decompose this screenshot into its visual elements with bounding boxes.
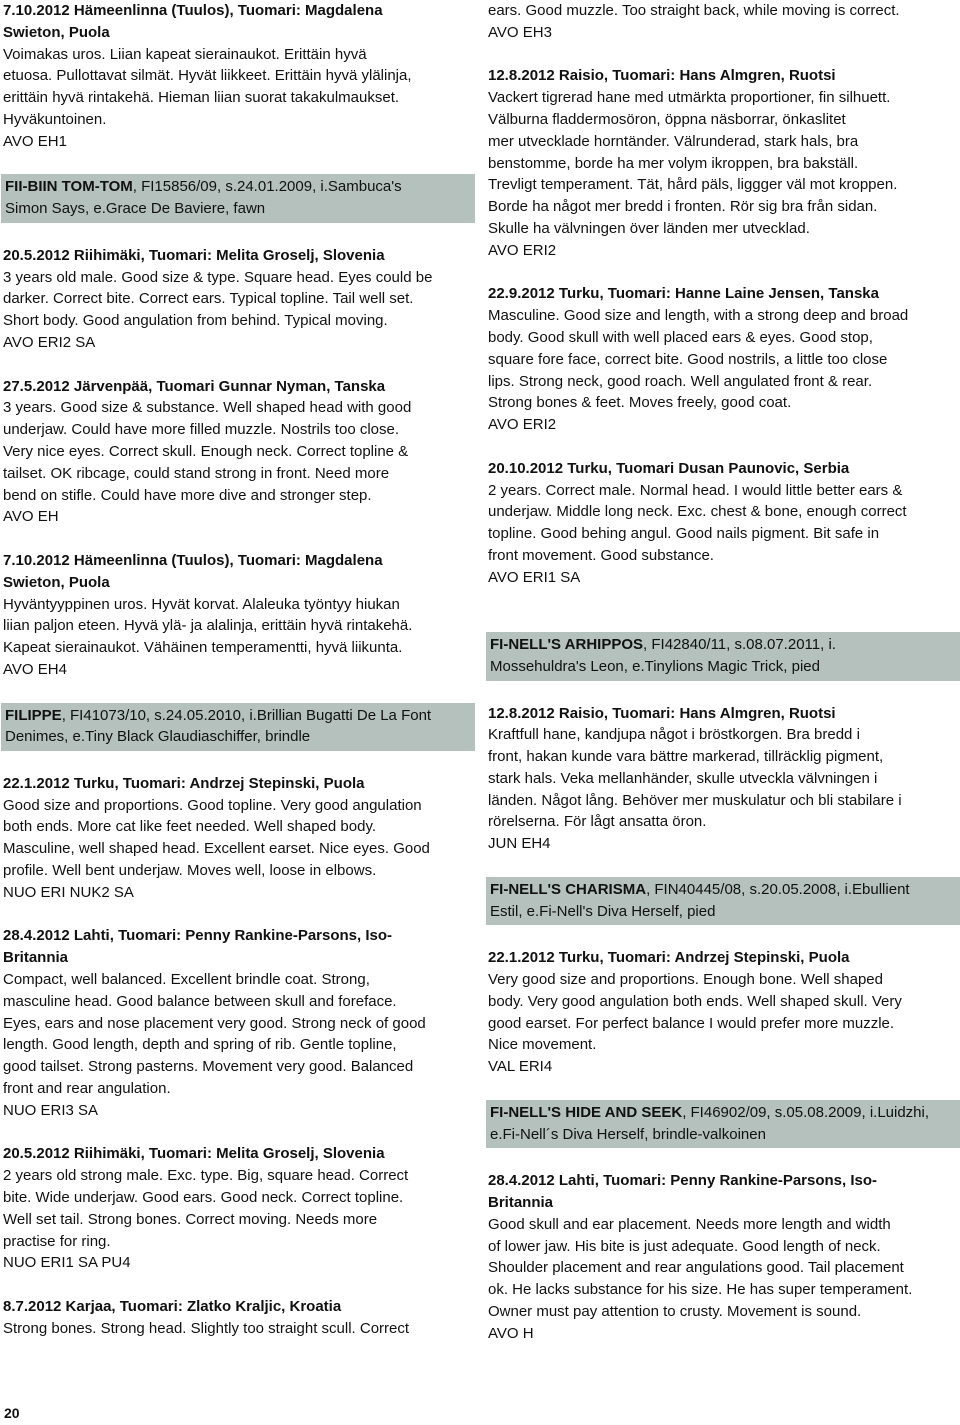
show-entry bbox=[488, 0, 958, 44]
show-heading: 22.9.2012 Turku, Tuomari: Hanne Laine Jensen, Tanska bbox=[488, 285, 879, 303]
critique-line: Borde ha något mer bredd i fronten. Rör sig bra från sidan. bbox=[488, 198, 878, 216]
spacer bbox=[488, 589, 958, 611]
spacer bbox=[488, 436, 958, 458]
critique-line: Shoulder placement and rear angulations good. Tail placement bbox=[488, 1259, 904, 1277]
spacer bbox=[3, 1122, 473, 1144]
critique-line: stark hals. Veka mellanhänder, skulle utveckla välvningen i bbox=[488, 769, 878, 787]
critique-line: 2 years. Correct male. Normal head. I would little better ears & bbox=[488, 481, 903, 499]
critique-line: AVO EH bbox=[3, 508, 59, 526]
critique-line: Trevligt temperament. Tät, hård päls, liggger väl mot kroppen. bbox=[488, 176, 898, 194]
critique-line: masculine head. Good balance between skull and foreface. bbox=[3, 992, 397, 1010]
right-column bbox=[488, 0, 958, 1345]
critique-line: lips. Strong neck, good roach. Well angulated front & rear. bbox=[488, 372, 873, 390]
show-entry bbox=[488, 947, 958, 1078]
critique-line: Hyväntyyppinen uros. Hyvät korvat. Alaleuka työntyy hiukan bbox=[3, 595, 400, 613]
critique-line: NUO ERI1 SA PU4 bbox=[3, 1254, 131, 1272]
critique-line: body. Good skull with well placed ears & eyes. Good stop, bbox=[488, 328, 873, 346]
show-entry bbox=[3, 1143, 473, 1274]
dog-entry bbox=[486, 632, 960, 681]
critique-line: darker. Correct bite. Correct ears. Typical topline. Tail well set. bbox=[3, 290, 414, 308]
dog-name: FI-NELL'S CHARISMA bbox=[490, 880, 647, 898]
spacer bbox=[3, 681, 473, 703]
critique-line: AVO EH3 bbox=[488, 23, 552, 41]
show-entry bbox=[488, 65, 958, 261]
spacer bbox=[3, 354, 473, 376]
dog-line bbox=[5, 705, 471, 727]
critique-line: Owner must pay attention to crusty. Movement is sound. bbox=[488, 1303, 862, 1321]
spacer bbox=[488, 925, 958, 947]
critique-line: Well set tail. Strong bones. Correct moving. Needs more bbox=[3, 1210, 378, 1228]
critique-line: AVO ERI1 SA bbox=[488, 568, 581, 586]
show-heading: 28.4.2012 Lahti, Tuomari: Penny Rankine-Parsons, Iso- bbox=[3, 927, 393, 945]
show-heading: 20.10.2012 Turku, Tuomari Dusan Paunovic, Serbia bbox=[488, 459, 850, 477]
show-entry bbox=[3, 376, 473, 529]
critique-line: bite. Wide underjaw. Good ears. Good neck. Correct topline. bbox=[3, 1189, 404, 1207]
show-heading: Britannia bbox=[488, 1194, 554, 1212]
spacer bbox=[488, 1148, 958, 1170]
critique-line: 3 years. Good size & substance. Well shaped head with good bbox=[3, 399, 412, 417]
critique-line: Very good size and proportions. Enough bone. Well shaped bbox=[488, 971, 883, 989]
critique-line: AVO H bbox=[488, 1324, 534, 1342]
show-entry bbox=[488, 283, 958, 436]
dog-entry bbox=[1, 703, 475, 752]
critique-line: 2 years old strong male. Exc. type. Big, square head. Correct bbox=[3, 1167, 409, 1185]
dog-name: FII-BIIN TOM-TOM bbox=[5, 178, 133, 196]
critique-line: front movement. Good substance. bbox=[488, 546, 714, 564]
critique-line: front, hakan kunde vara bättre markerad, tillräcklig pigment, bbox=[488, 748, 884, 766]
critique-line: etuosa. Pullottavat silmät. Hyvät liikkeet. Erittäin hyvä ylälinja, bbox=[3, 67, 412, 85]
critique-line: square fore face, correct bite. Good nostrils, a little too close bbox=[488, 350, 888, 368]
critique-line: Very nice eyes. Correct skull. Enough neck. Correct topline & bbox=[3, 442, 409, 460]
critique-line: Short body. Good angulation from behind. Typical moving. bbox=[3, 312, 388, 330]
dog-pedigree: Mossehuldra's Leon, e.Tinylions Magic Trick, pied bbox=[490, 657, 820, 675]
critique-line: NUO ERI3 SA bbox=[3, 1101, 99, 1119]
show-entry bbox=[488, 458, 958, 589]
critique-line: liian paljon eteen. Hyvä ylä- ja alalinja, erittäin hyvä rintakehä. bbox=[3, 617, 413, 635]
show-heading: 27.5.2012 Järvenpää, Tuomari Gunnar Nyman, Tanska bbox=[3, 377, 386, 395]
dog-name: FI-NELL'S ARHIPPOS bbox=[490, 636, 644, 654]
dog-line bbox=[490, 1102, 956, 1124]
critique-line: Skulle ha välvningen över länden mer utvecklad. bbox=[488, 219, 810, 237]
critique-line: AVO ERI2 bbox=[488, 416, 557, 434]
critique-line: Masculine, well shaped head. Excellent earset. Nice eyes. Good bbox=[3, 840, 430, 858]
critique-line: practise for ring. bbox=[3, 1232, 111, 1250]
dog-details: , FI15856/09, s.24.01.2009, i.Sambuca's bbox=[132, 178, 402, 196]
spacer bbox=[3, 1274, 473, 1296]
critique-line: good tailset. Strong pasterns. Movement very good. Balanced bbox=[3, 1058, 414, 1076]
show-entry bbox=[3, 1296, 473, 1340]
dog-entry bbox=[486, 877, 960, 926]
critique-line: tailset. OK ribcage, could stand strong in front. Need more bbox=[3, 464, 390, 482]
spacer bbox=[488, 1078, 958, 1100]
critique-line: underjaw. Middle long neck. Exc. chest & bone, enough correct bbox=[488, 503, 907, 521]
dog-pedigree: Simon Says, e.Grace De Baviere, fawn bbox=[5, 200, 266, 218]
show-heading: 22.1.2012 Turku, Tuomari: Andrzej Stepinski, Puola bbox=[488, 949, 850, 967]
dog-pedigree: Estil, e.Fi-Nell's Diva Herself, pied bbox=[490, 902, 716, 920]
critique-line: body. Very good angulation both ends. Well shaped skull. Very bbox=[488, 992, 902, 1010]
spacer bbox=[488, 262, 958, 284]
critique-line: profile. Well bent underjaw. Moves well, loose in elbows. bbox=[3, 862, 377, 880]
show-heading: 12.8.2012 Raisio, Tuomari: Hans Almgren, Ruotsi bbox=[488, 67, 836, 85]
critique-line: AVO EH1 bbox=[3, 132, 67, 150]
critique-line: Kapeat sierainaukot. Vähäinen temperamentti, hyvä liikunta. bbox=[3, 639, 403, 657]
show-entry bbox=[3, 0, 473, 153]
critique-line: Kraftfull hane, kandjupa något i bröstkorgen. Bra bredd i bbox=[488, 726, 860, 744]
critique-line: Välburna fladdermosöron, öppna näsborrar, önkaslitet bbox=[488, 110, 846, 128]
critique-line: mer utvecklade horntänder. Välrunderad, stark hals, bra bbox=[488, 132, 859, 150]
critique-line: bend on stifle. Could have more dive and stronger step. bbox=[3, 486, 372, 504]
show-heading: 28.4.2012 Lahti, Tuomari: Penny Rankine-Parsons, Iso- bbox=[488, 1172, 878, 1190]
critique-line: Voimakas uros. Liian kapeat sierainaukot. Erittäin hyvä bbox=[3, 45, 367, 63]
critique-line: Eyes, ears and nose placement very good. Strong neck of good bbox=[3, 1014, 426, 1032]
left-column bbox=[3, 0, 473, 1340]
dog-pedigree: Denimes, e.Tiny Black Glaudiaschiffer, brindle bbox=[5, 728, 311, 746]
show-entry bbox=[488, 1170, 958, 1344]
show-heading: 7.10.2012 Hämeenlinna (Tuulos), Tuomari: Magdalena bbox=[3, 2, 383, 19]
critique-line: Hyväkuntoinen. bbox=[3, 110, 107, 128]
critique-line: 3 years old male. Good size & type. Square head. Eyes could be bbox=[3, 268, 433, 286]
show-heading: 12.8.2012 Raisio, Tuomari: Hans Almgren, Ruotsi bbox=[488, 704, 836, 722]
show-heading: 8.7.2012 Karjaa, Tuomari: Zlatko Kraljic, Kroatia bbox=[3, 1298, 342, 1316]
spacer bbox=[488, 610, 958, 632]
critique-line: Good skull and ear placement. Needs more length and width bbox=[488, 1215, 891, 1233]
dog-name: FI-NELL'S HIDE AND SEEK bbox=[490, 1103, 683, 1121]
show-entry bbox=[3, 925, 473, 1121]
show-heading: Britannia bbox=[3, 949, 69, 967]
show-entry bbox=[3, 550, 473, 681]
show-entry bbox=[3, 773, 473, 904]
dog-pedigree: e.Fi-Nell´s Diva Herself, brindle-valkoinen bbox=[490, 1125, 766, 1143]
critique-line: topline. Good behing angul. Good nails pigment. Bit safe in bbox=[488, 525, 880, 543]
critique-line: Vackert tigrerad hane med utmärkta proportioner, fin silhuett. bbox=[488, 89, 891, 107]
spacer bbox=[3, 223, 473, 245]
spacer bbox=[488, 44, 958, 66]
critique-line: benstomme, borde ha mer volym ikroppen, bra bakställ. bbox=[488, 154, 859, 172]
critique-line: erittäin hyvä rintakehä. Hieman liian suorat takakulmaukset. bbox=[3, 89, 400, 107]
critique-line: good earset. For perfect balance I would prefer more muzzle. bbox=[488, 1014, 895, 1032]
dog-line bbox=[5, 176, 471, 198]
show-heading: 22.1.2012 Turku, Tuomari: Andrzej Stepinski, Puola bbox=[3, 774, 365, 792]
spacer bbox=[3, 751, 473, 773]
critique-line: AVO EH4 bbox=[3, 660, 67, 678]
show-heading: Swieton, Puola bbox=[3, 573, 110, 591]
critique-line: AVO ERI2 bbox=[488, 241, 557, 259]
critique-line: Strong bones & feet. Moves freely, good coat. bbox=[488, 394, 792, 412]
critique-line: VAL ERI4 bbox=[488, 1058, 553, 1076]
spacer bbox=[3, 153, 473, 175]
dog-line bbox=[490, 634, 956, 656]
critique-line: rörelserna. För lågt ansatta öron. bbox=[488, 813, 707, 831]
show-heading: 7.10.2012 Hämeenlinna (Tuulos), Tuomari: Magdalena bbox=[3, 551, 383, 569]
critique-line: of lower jaw. His bite is just adequate. Good length of neck. bbox=[488, 1237, 881, 1255]
show-entry bbox=[3, 245, 473, 354]
show-heading: Swieton, Puola bbox=[3, 23, 110, 41]
spacer bbox=[488, 681, 958, 703]
dog-line bbox=[490, 879, 956, 901]
critique-line: Strong bones. Strong head. Slightly too straight scull. Correct bbox=[3, 1319, 410, 1337]
critique-line: ears. Good muzzle. Too straight back, while moving is correct. bbox=[488, 2, 900, 19]
critique-line: Good size and proportions. Good topline. Very good angulation bbox=[3, 796, 422, 814]
dog-details: , FIN40445/08, s.20.05.2008, i.Ebullient bbox=[646, 880, 910, 898]
critique-line: Nice movement. bbox=[488, 1036, 597, 1054]
critique-line: Masculine. Good size and length, with a strong deep and broad bbox=[488, 307, 909, 325]
dog-entry bbox=[486, 1100, 960, 1149]
critique-line: Compact, well balanced. Excellent brindle coat. Strong, bbox=[3, 971, 370, 989]
dog-name: FILIPPE bbox=[5, 706, 62, 724]
show-heading: 20.5.2012 Riihimäki, Tuomari: Melita Groselj, Slovenia bbox=[3, 246, 385, 264]
dog-details: , FI46902/09, s.05.08.2009, i.Luidzhi, bbox=[682, 1103, 930, 1121]
critique-line: JUN EH4 bbox=[488, 835, 551, 853]
spacer bbox=[488, 855, 958, 877]
critique-line: ok. He lacks substance for his size. He has super temperament. bbox=[488, 1281, 913, 1299]
spacer bbox=[3, 904, 473, 926]
dog-details: , FI41073/10, s.24.05.2010, i.Brillian Bugatti De La Font bbox=[61, 706, 432, 724]
spacer bbox=[3, 528, 473, 550]
critique-line: NUO ERI NUK2 SA bbox=[3, 883, 134, 901]
critique-line: both ends. More cat like feet needed. Well shaped body. bbox=[3, 818, 377, 836]
dog-entry bbox=[1, 174, 475, 223]
page-number: 20 bbox=[4, 1405, 20, 1421]
critique-line: AVO ERI2 SA bbox=[3, 333, 96, 351]
critique-line: front and rear angulation. bbox=[3, 1080, 171, 1098]
critique-line: length. Good length, depth and spring of rib. Gentle topline, bbox=[3, 1036, 397, 1054]
critique-line: underjaw. Could have more filled muzzle. Nostrils too close. bbox=[3, 421, 400, 439]
critique-line: länden. Något lång. Behöver mer muskulatur och bli stabilare i bbox=[488, 791, 902, 809]
show-entry bbox=[488, 703, 958, 856]
dog-details: , FI42840/11, s.08.07.2011, i. bbox=[643, 636, 836, 654]
show-heading: 20.5.2012 Riihimäki, Tuomari: Melita Groselj, Slovenia bbox=[3, 1145, 385, 1163]
